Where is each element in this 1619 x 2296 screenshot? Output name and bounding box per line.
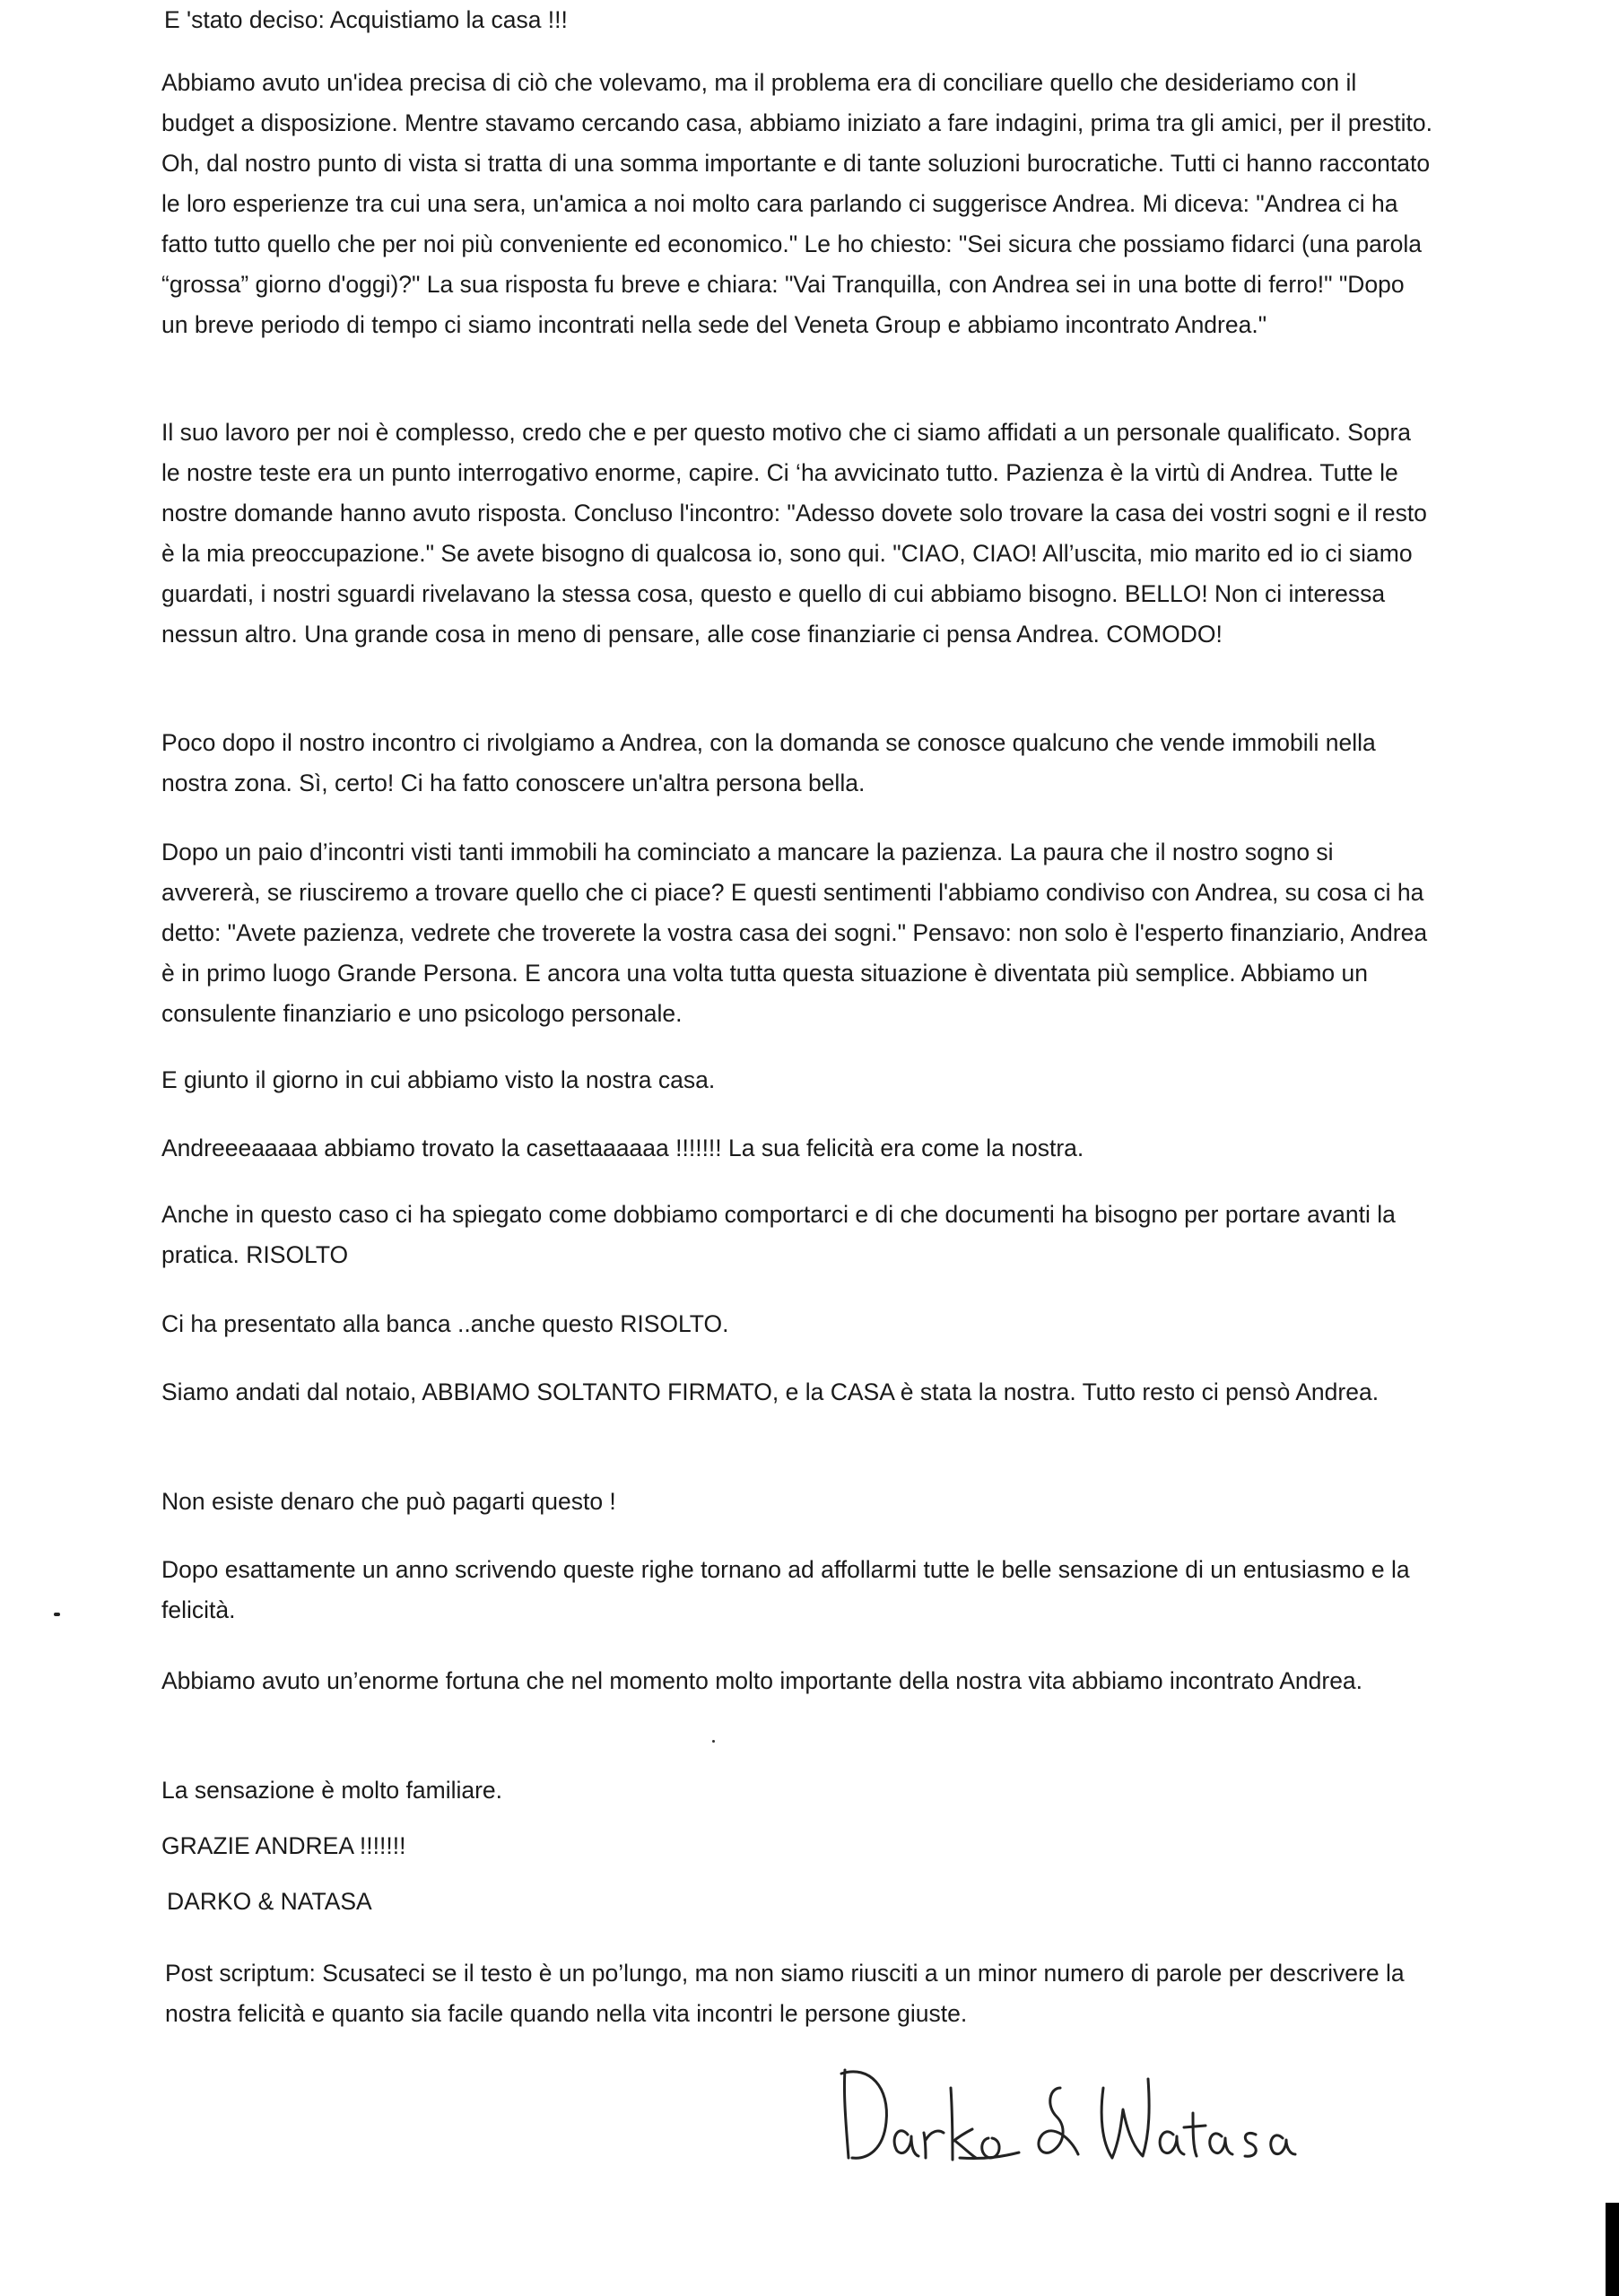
letter-paragraph <box>161 1770 1435 1811</box>
paragraph-text: Dopo esattamente un anno scrivendo queste righe tornano ad affollarmi tutte le belle sensazione di un entusiasmo e la felicità. <box>161 1556 1410 1623</box>
handwritten-signature <box>834 2052 1301 2178</box>
letter-paragraph <box>161 1550 1435 1631</box>
paragraph-text: Dopo un paio d’incontri visti tanti immobili ha cominciato a mancare la pazienza. La paura che il nostro sogno si avvererà, se riusciremo a trovare quello che ci piace? E questi sentimenti l'abbiamo condiviso con Andrea, su cosa ci ha detto: "Avete pazienza, vedrete che troverete la vostra casa dei sogni." Pensavo: non solo è l'esperto finanziario, Andrea è in primo luogo Grande Persona. E ancora una volta tutta questa situazione è diventata più semplice. Abbiamo un consulente finanziario e uno psicologo personale. <box>161 839 1428 1027</box>
letter-paragraph <box>161 1661 1435 1701</box>
letter-paragraph <box>161 1304 1435 1344</box>
scan-speck <box>712 1740 715 1743</box>
paragraph-text: E giunto il giorno in cui abbiamo visto la nostra casa. <box>161 1066 716 1093</box>
letter-paragraph <box>161 1482 1435 1522</box>
paragraph-text: Il suo lavoro per noi è complesso, credo che e per questo motivo che ci siamo affidati a un personale qualificato. Sopra le nostre teste era un punto interrogativo enorme, capire. Ci ‘ha avvicinato tutto. Pazienza è la virtù di Andrea. Tutte le nostre domande hanno avuto risposta. Concluso l'incontro: "Adesso dovete solo trovare la casa dei vostri sogni e il resto è la mia preoccupazione." Se avete bisogno di qualcosa io, sono qui. "CIAO, CIAO! All’uscita, mio marito ed io ci siamo guardati, i nostri sguardi rivelavano la stessa cosa, questo e quello di cui abbiamo bisogno. BELLO! Non ci interessa nessun altro. Una grande cosa in meno di pensare, alle cose finanziarie ci pensa Andrea. COMODO! <box>161 419 1427 648</box>
letter-paragraph <box>161 1372 1435 1413</box>
paragraph-text: Abbiamo avuto un’enorme fortuna che nel momento molto importante della nostra vita abbiamo incontrato Andrea. <box>161 1667 1363 1694</box>
letter-paragraph <box>161 63 1435 345</box>
paragraph-text: Ci ha presentato alla banca ..anche questo RISOLTO. <box>161 1310 729 1337</box>
paragraph-text: Abbiamo avuto un'idea precisa di ciò che volevamo, ma il problema era di conciliare quello che desideriamo con il budget a disposizione. Mentre stavamo cercando casa, abbiamo iniziato a fare indagini, prima tra gli amici, per il prestito. Oh, dal nostro punto di vista si tratta di una somma importante e di tante soluzioni burocratiche. Tutti ci hanno raccontato le loro esperienze tra cui una sera, un'amica a noi molto cara parlando ci suggerisce Andrea. Mi diceva: "Andrea ci ha fatto tutto quello che per noi più conveniente ed economico." Le ho chiesto: "Sei sicura che possiamo fidarci (una parola “grossa” giorno d'oggi)?" La sua risposta fu breve e chiara: "Vai Tranquilla, con Andrea sei in una botte di ferro!" "Dopo un breve periodo di tempo ci siamo incontrati nella sede del Veneta Group e abbiamo incontrato Andrea." <box>161 69 1432 338</box>
closing-thanks: GRAZIE ANDREA !!!!!!! <box>161 1832 406 1859</box>
scan-edge-bar <box>1606 2203 1619 2296</box>
letter-paragraph <box>161 413 1435 655</box>
letter-paragraph <box>161 1195 1435 1275</box>
signoff-names: DARKO & NATASA <box>167 1888 372 1915</box>
letter-paragraph <box>161 723 1435 804</box>
letter-closing <box>161 1826 1435 1866</box>
paragraph-text: La sensazione è molto familiare. <box>161 1777 503 1804</box>
letter-signoff <box>167 1882 1441 1922</box>
paragraph-text: Non esiste denaro che può pagarti questo ! <box>161 1488 616 1515</box>
letter-paragraph <box>161 1128 1435 1169</box>
letter-paragraph <box>161 832 1435 1034</box>
letter-paragraph <box>161 1060 1435 1100</box>
letter-postscript <box>165 1953 1439 2034</box>
scan-speck <box>54 1613 60 1616</box>
postscript-text: Post scriptum: Scusateci se il testo è un po’lungo, ma non siamo riusciti a un minor numero di parole per descrivere la nostra felicità e quanto sia facile quando nella vita incontri le persone giuste. <box>165 1960 1405 2027</box>
paragraph-text: Poco dopo il nostro incontro ci rivolgiamo a Andrea, con la domanda se conosce qualcuno che vende immobili nella nostra zona. Sì, certo! Ci ha fatto conoscere un'altra persona bella. <box>161 729 1376 796</box>
paragraph-text: Andreeeaaaaa abbiamo trovato la casettaaaaaa !!!!!!! La sua felicità era come la nostra. <box>161 1135 1084 1161</box>
paragraph-text: Anche in questo caso ci ha spiegato come dobbiamo comportarci e di che documenti ha bisogno per portare avanti la pratica. RISOLTO <box>161 1201 1396 1268</box>
letter-title: E 'stato deciso: Acquistiamo la casa !!! <box>164 6 568 33</box>
paragraph-text: Siamo andati dal notaio, ABBIAMO SOLTANTO FIRMATO, e la CASA è stata la nostra. Tutto resto ci pensò Andrea. <box>161 1378 1380 1405</box>
